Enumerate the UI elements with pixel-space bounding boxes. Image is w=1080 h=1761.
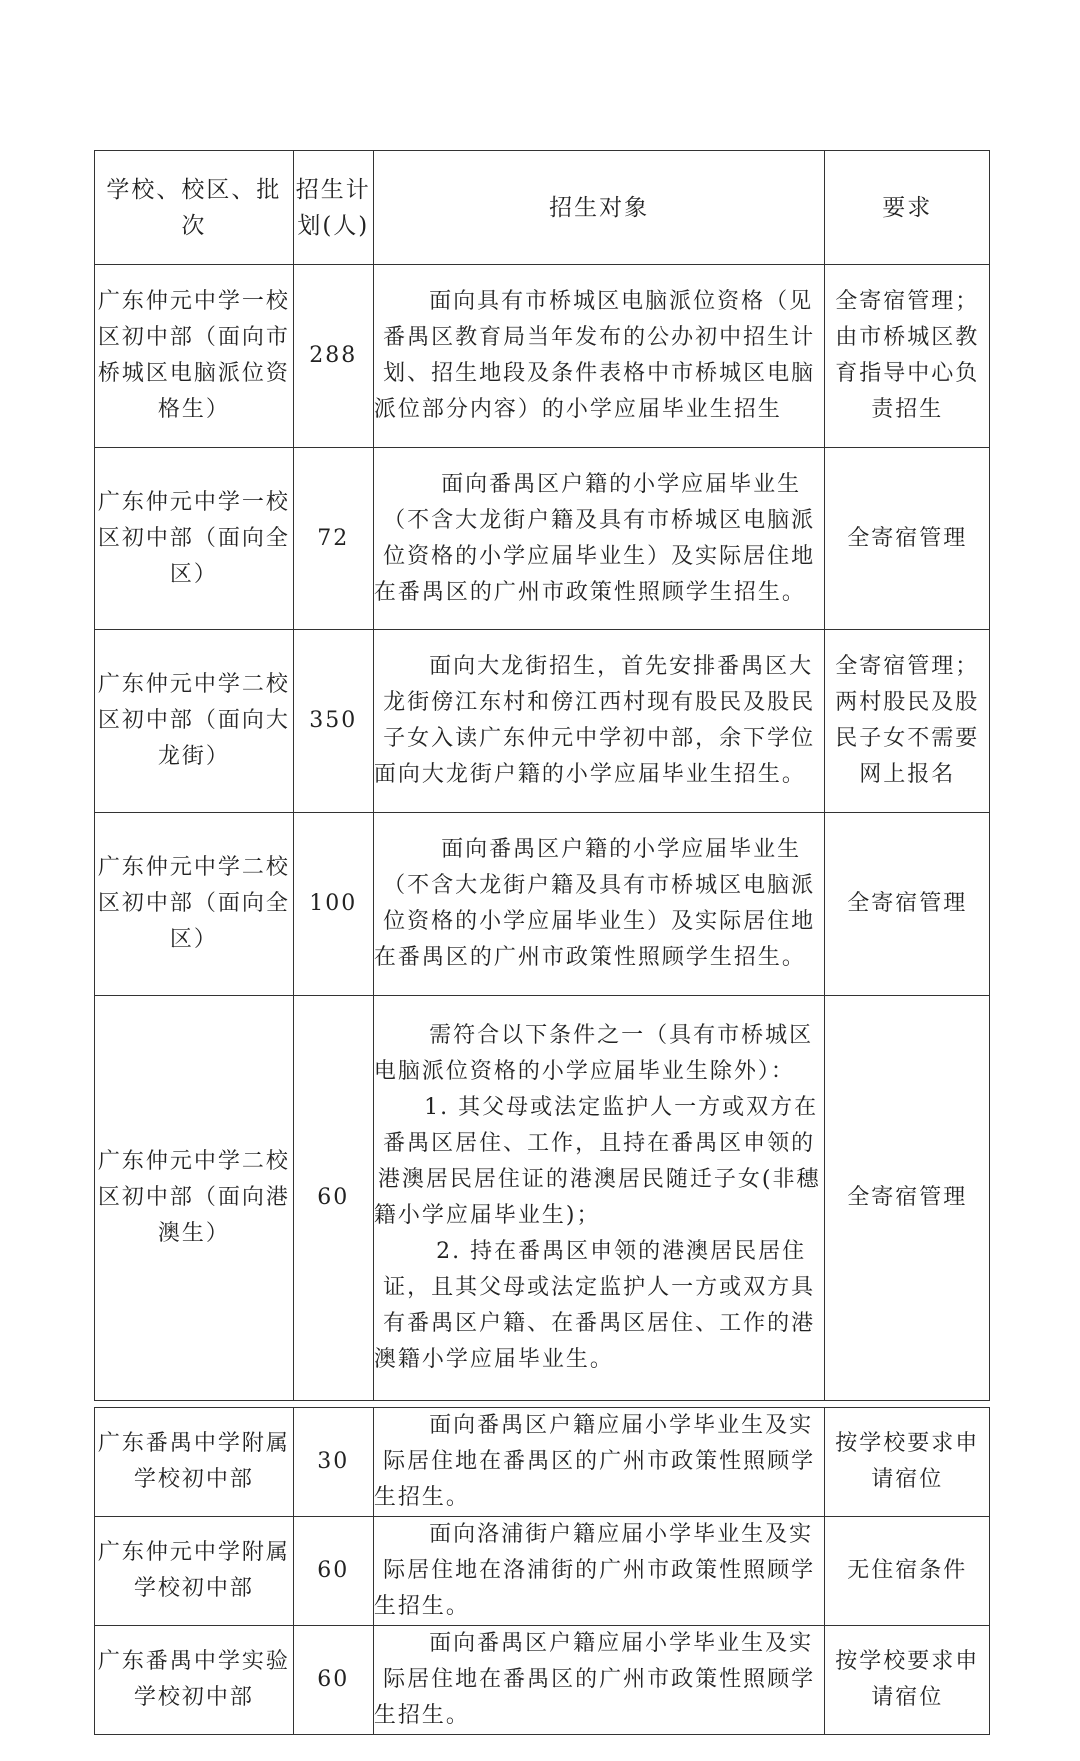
target-cell bbox=[373, 265, 825, 448]
target-paragraph: 2. 持在番禺区申领的港澳居民居住证，且其父母或法定监护人一方或双方具有番禺区户籍、在番禺区居住、工作的港澳籍小学应届毕业生。 bbox=[373, 1239, 816, 1372]
table-row bbox=[95, 1408, 990, 1517]
target-cell bbox=[373, 996, 825, 1401]
requirement-cell: 全寄宿管理；由市桥城区教育指导中心负责招生 bbox=[825, 265, 990, 448]
header-target: 招生对象 bbox=[373, 151, 825, 265]
school-cell: 广东仲元中学二校区初中部（面向全区） bbox=[95, 813, 294, 996]
target-paragraph: 面向番禺区户籍的小学应届毕业生（不含大龙街户籍及具有市桥城区电脑派位资格的小学应届毕业生）及实际居住地在番禺区的广州市政策性照顾学生招生。 bbox=[373, 471, 816, 605]
requirement-cell: 全寄宿管理 bbox=[825, 448, 990, 630]
header-requirement: 要求 bbox=[825, 151, 990, 265]
table-row bbox=[95, 996, 990, 1401]
plan-cell: 30 bbox=[293, 1408, 373, 1517]
school-cell: 广东仲元中学二校区初中部（面向港澳生） bbox=[95, 996, 294, 1401]
table-row bbox=[95, 265, 990, 448]
plan-cell: 60 bbox=[293, 1517, 373, 1626]
requirement-cell: 全寄宿管理；两村股民及股民子女不需要网上报名 bbox=[825, 630, 990, 813]
target-cell bbox=[373, 813, 825, 996]
table-row bbox=[95, 630, 990, 813]
school-cell: 广东仲元中学一校区初中部（面向市桥城区电脑派位资格生） bbox=[95, 265, 294, 448]
table-row bbox=[95, 813, 990, 996]
target-cell bbox=[373, 630, 825, 813]
header-plan: 招生计划(人) bbox=[293, 151, 373, 265]
target-cell bbox=[373, 448, 825, 630]
target-cell bbox=[373, 1517, 825, 1626]
table-row bbox=[95, 1626, 990, 1735]
target-cell bbox=[373, 1626, 825, 1735]
table-row bbox=[95, 448, 990, 630]
requirement-cell: 按学校要求申请宿位 bbox=[825, 1408, 990, 1517]
target-paragraph: 面向大龙街招生，首先安排番禺区大龙街傍江东村和傍江西村现有股民及股民子女入读广东仲元中学初中部，余下学位面向大龙街户籍的小学应届毕业生招生。 bbox=[373, 654, 816, 787]
page-break-gap bbox=[95, 1401, 990, 1408]
requirement-cell: 全寄宿管理 bbox=[825, 996, 990, 1401]
school-cell: 广东番禺中学实验学校初中部 bbox=[95, 1626, 294, 1735]
page-break-line bbox=[95, 1401, 990, 1408]
table-header-row bbox=[95, 151, 990, 265]
school-cell: 广东番禺中学附属学校初中部 bbox=[95, 1408, 294, 1517]
school-cell: 广东仲元中学附属学校初中部 bbox=[95, 1517, 294, 1626]
target-paragraph: 面向洛浦街户籍应届小学毕业生及实际居住地在洛浦街的广州市政策性照顾学生招生。 bbox=[373, 1522, 816, 1619]
school-cell: 广东仲元中学二校区初中部（面向大龙街） bbox=[95, 630, 294, 813]
plan-cell: 60 bbox=[293, 1626, 373, 1735]
target-paragraph: 面向番禺区户籍应届小学毕业生及实际居住地在番禺区的广州市政策性照顾学生招生。 bbox=[373, 1413, 816, 1510]
target-paragraph: 面向番禺区户籍应届小学毕业生及实际居住地在番禺区的广州市政策性照顾学生招生。 bbox=[373, 1631, 816, 1728]
plan-cell: 288 bbox=[293, 265, 373, 448]
plan-cell: 72 bbox=[293, 448, 373, 630]
target-paragraph: 面向具有市桥城区电脑派位资格（见番禺区教育局当年发布的公办初中招生计划、招生地段及条件表格中市桥城区电脑派位部分内容）的小学应届毕业生招生 bbox=[373, 289, 816, 422]
table-row bbox=[95, 1517, 990, 1626]
target-paragraph: 需符合以下条件之一（具有市桥城区电脑派位资格的小学应届毕业生除外）： bbox=[373, 1023, 814, 1084]
target-paragraph: 1. 其父母或法定监护人一方或双方在番禺区居住、工作，且持在番禺区申领的港澳居民居住证的港澳居民随迁子女(非穗籍小学应届毕业生)； bbox=[373, 1095, 821, 1228]
target-cell bbox=[373, 1408, 825, 1517]
plan-cell: 350 bbox=[293, 630, 373, 813]
target-paragraph: 面向番禺区户籍的小学应届毕业生（不含大龙街户籍及具有市桥城区电脑派位资格的小学应届毕业生）及实际居住地在番禺区的广州市政策性照顾学生招生。 bbox=[373, 837, 816, 970]
enrollment-table bbox=[94, 150, 990, 1735]
plan-cell: 100 bbox=[293, 813, 373, 996]
requirement-cell: 全寄宿管理 bbox=[825, 813, 990, 996]
header-school: 学校、校区、批次 bbox=[95, 151, 294, 265]
requirement-cell: 按学校要求申请宿位 bbox=[825, 1626, 990, 1735]
plan-cell: 60 bbox=[293, 996, 373, 1401]
requirement-cell: 无住宿条件 bbox=[825, 1517, 990, 1626]
school-cell: 广东仲元中学一校区初中部（面向全区） bbox=[95, 448, 294, 630]
